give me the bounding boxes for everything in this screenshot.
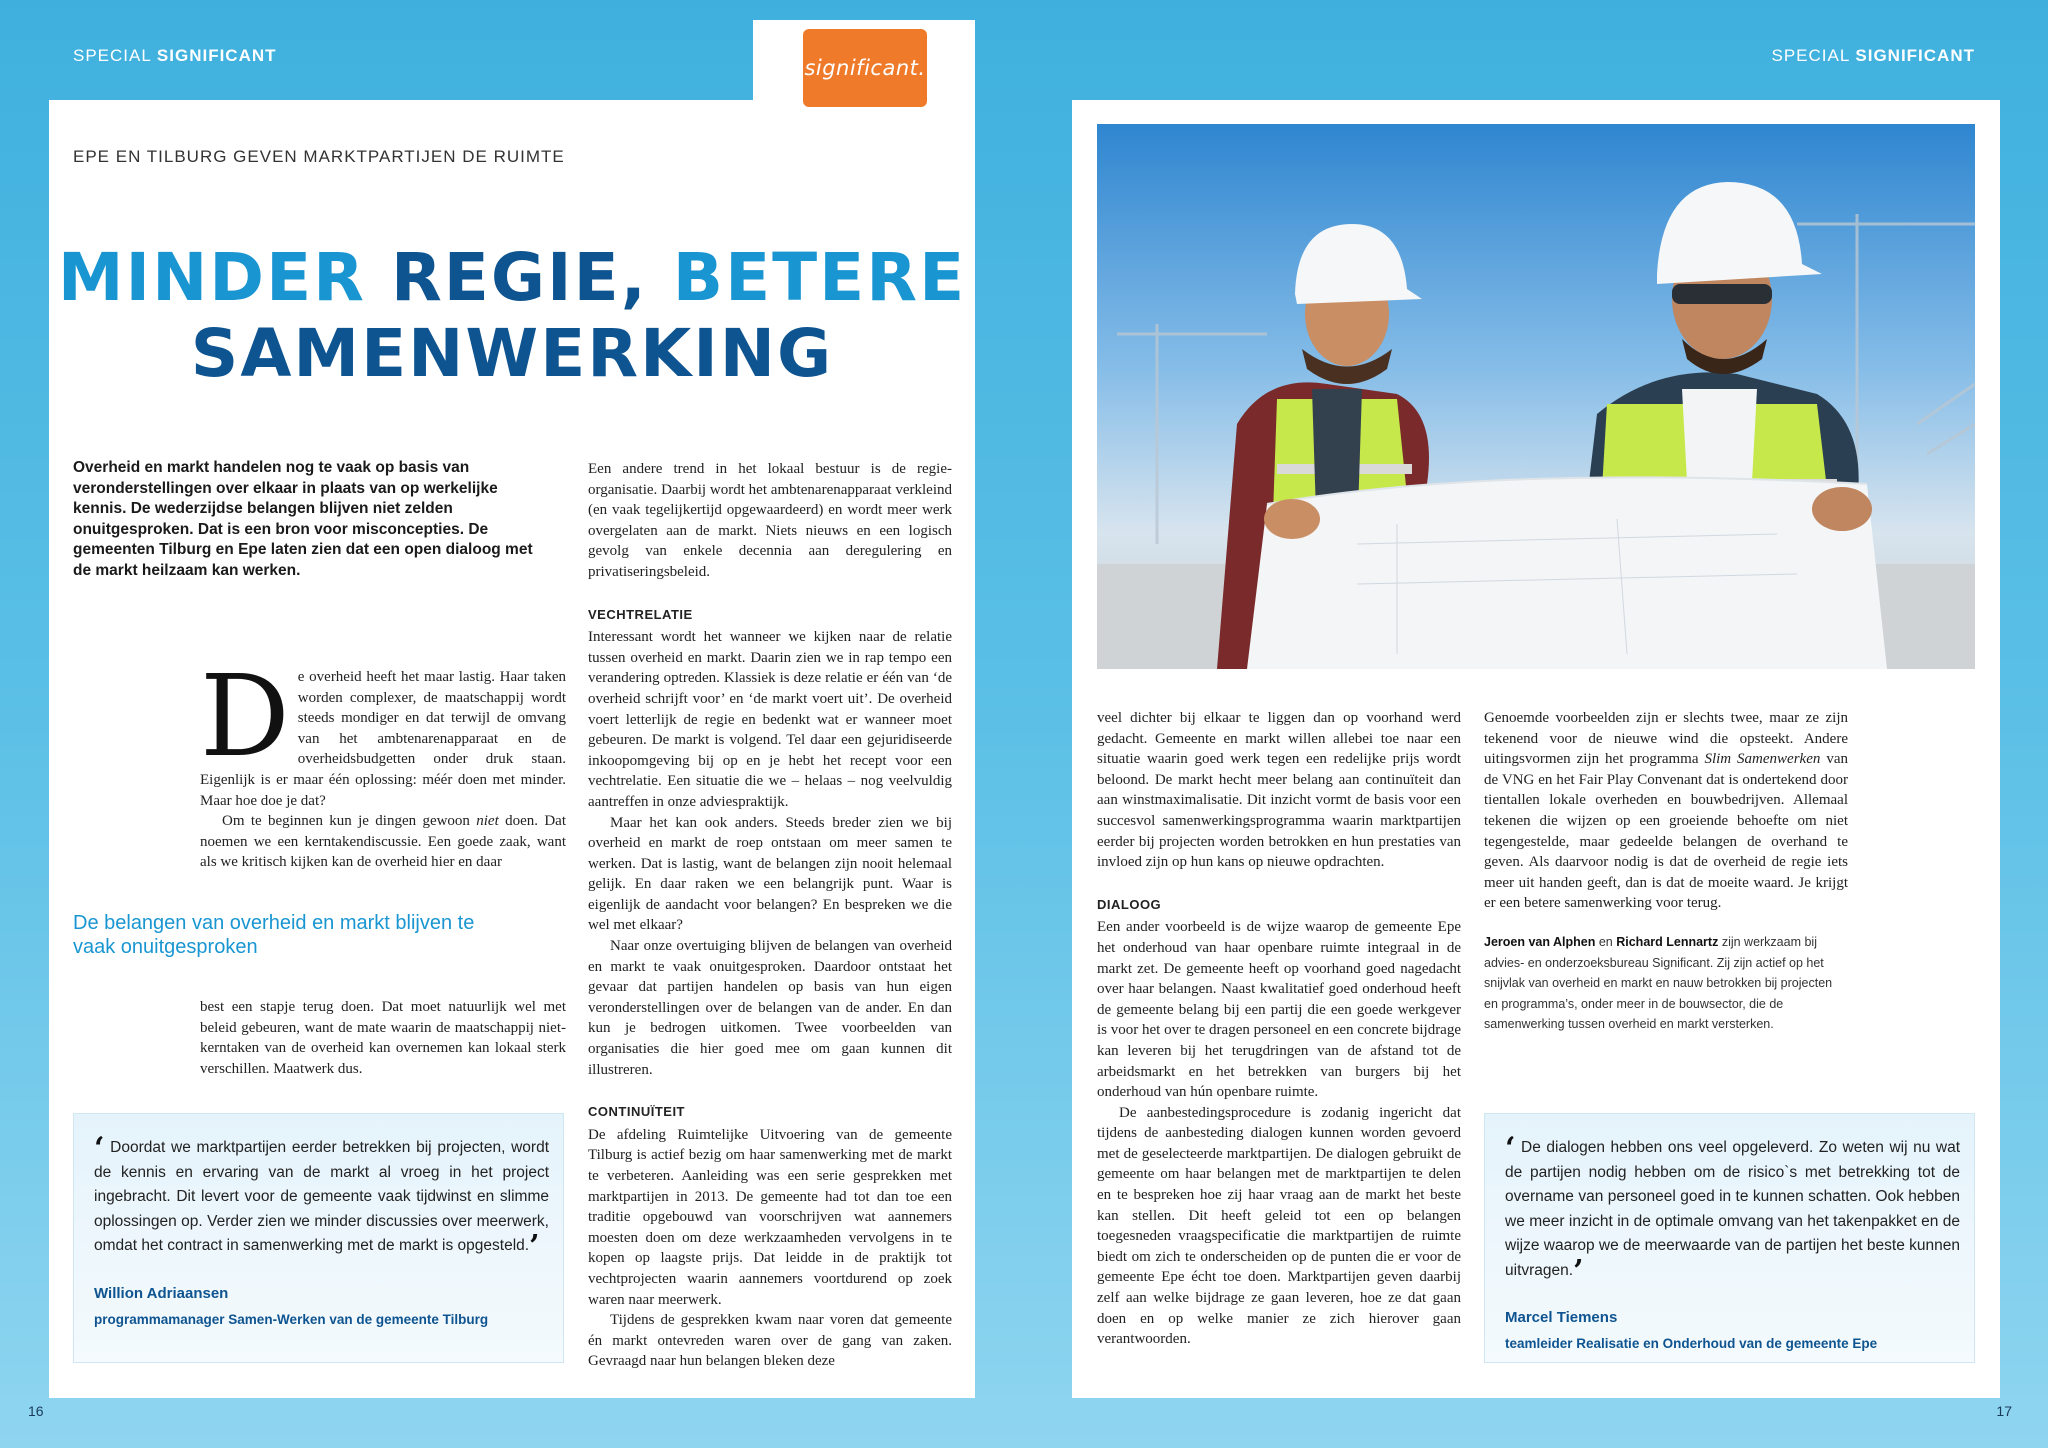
close-quote-icon: ’ [1573,1253,1584,1289]
paragraph: Genoemde voorbeelden zijn er slechts twee, maar ze zijn tekenend voor de nieuwe wind die opsteekt. Andere uitingsvormen zijn het programma Slim Samenwerken van de VNG en het Fair Play Convenant dat is ondertekend door tientallen lokale overheden en bouwbedrijven. Allemaal tekenen die wijzen op een groeiende behoefte om niet tegengestelde, maar gedeelde belangen de overhand te geven. Als daarvoor nodig is dat de overheid de regie iets meer uit handen geeft, dan is dat de moeite waard. Je krijgt er een betere samenwerking voor terug. [1484,710,1848,912]
paragraph: De aanbestedingsprocedure is zodanig ingericht dat tijdens de aanbesteding dialogen kunnen worden gevoerd met de geselecteerde marktpartijen. De dialogen gebruikt de gemeente om haar belangen met de marktpartijen te delen en te bespreken hoe zij haar vraag aan de markt het beste kan stellen. Dit heeft geleid tot een op belangen toegesneden vraagspecificatie die marktpartijen de ruimte biedt om zich te onderscheiden op de punten die er voor de gemeente Epe écht toe doen. Marktpartijen geven daarbij zelf aan welke bijdrage ze gaan leveren, hoe ze dat gaan doen en op welke manier ze zich hierover gaan verantwoorden. [1097,1104,1461,1348]
paragraph: Maar het kan ook anders. Steeds breder zien we bij overheid en markt de roep ontstaan om meer samen te werken. Dat is lastig, want de belangen zijn nooit helemaal gelijk. En daar raken we een belangrijk punt. Waar is eigenlijk de aandacht voor belangen? En bespreken we die wel met elkaar? [588,814,952,934]
paragraph: De afdeling Ruimtelijke Uitvoering van de gemeente Tilburg is actief bezig om haar samenwerking met de markt te verbeteren. Aanleiding was een serie gesprekken met marktpartijen in 2013. De gemeente had tot dan toe een traditie opgebouwd van voorschrijven wat aannemers moesten doen om deze werkzaamheden vervolgens in te kopen op laagste prijs. Dat leidde in de praktijk tot vechtprojecten waarin aannemers voortdurend op zoek waren naar meerwerk. [588,1126,952,1308]
significant-logo: significant. [803,29,927,107]
photo-construction-workers [1097,124,1975,669]
paragraph: best een stapje terug doen. Dat moet natuurlijk wel met beleid gebeuren, want de mate waarin de maatschappij niet-kerntaken van de overheid kan overnemen kan lokaal sterk verschillen. Maatwerk dus. [200,999,566,1077]
column-left-1-top [200,652,566,873]
quote-author-role: teamleider Realisatie en Onderhoud van de gemeente Epe [1505,1336,1878,1351]
headline-word-1: MINDER [57,239,366,316]
paragraph: e overheid heeft het maar lastig. Haar taken worden complexer, de maatschappij wordt steeds mondiger en dat terwijl de omvang van het ambtenarenapparaat en de overheidsbudgetten onder druk staan. Eigenlijk is er maar één oplossing: méér doen met minder. Maar hoe doe je dat? [200,669,566,809]
article-kicker: EPE EN TILBURG GEVEN MARKTPARTIJEN DE RUIMTE [73,147,565,166]
pull-heading: De belangen van overheid en markt blijven te vaak onuitgesproken [73,912,475,958]
headline-word-2: REGIE, [366,239,648,316]
column-right-1 [1097,708,1461,1350]
paragraph: Om te beginnen kun je dingen gewoon niet doen. Dat noemen we een kerntakendiscussie. Een goede zaak, want als we kritisch kijken kan de overheid hier en daar [200,813,566,871]
headline-word-3: BETERE [647,239,967,316]
close-quote-icon: ’ [529,1229,540,1264]
drop-cap: D [200,652,290,782]
paragraph: Tijdens de gesprekken kwam naar voren dat gemeente én markt ontevreden waren over de gang van zaken. Gevraagd naar hun belangen bleken deze [588,1312,952,1370]
open-quote-icon: ‘ [1505,1131,1516,1166]
open-quote-icon: ‘ [94,1131,105,1166]
article-lead: Overheid en markt handelen nog te vaak op basis van veronderstellingen over elkaar in plaats van op werkelijke kennis. De wederzijdse belangen blijven niet zelden onuitgesproken. Dat is een bron voor misconcepties. De gemeenten Tilburg en Epe laten zien dat een open dialoog met de markt heilzaam kan werken. [73,459,533,579]
quote-text: ‘ Doordat we marktpartijen eerder betrekken bij projecten, wordt de kennis en ervaring van de markt al vroeg in het project ingebracht. Dit levert voor de gemeente vaak tijdwinst en slimme oplossingen op. Verder zien we minder discussies over meerwerk, omdat het contract in samenwerking met de markt is opgesteld.’ [94,1131,550,1264]
header-label-left: SPECIAL SIGNIFICANT [73,46,277,65]
headline-word-4: SAMENWERKING [190,315,834,392]
quote-box-right [1484,1113,1975,1363]
article-headline [49,240,975,392]
author-bio: Jeroen van Alphen en Richard Lennartz zijn werkzaam bij advies- en onderzoeksbureau Significant. Zij zijn actief op het snijvlak van overheid en markt en nauw betrokken bij projecten en programma’s, onder meer in de bouwsector, die de samenwerking tussen overheid en markt versterken. [1484,934,1833,1032]
quote-author-role: programmamanager Samen-Werken van de gemeente Tilburg [94,1311,489,1327]
quote-author-name: Marcel Tiemens [1505,1309,1618,1326]
section-heading: DIALOOG [1097,896,1162,912]
page-number-right: 17 [1996,1403,2012,1419]
column-right-2 [1484,708,1848,1035]
section-heading: VECHTRELATIE [588,606,693,622]
paragraph: Een andere trend in het lokaal bestuur is de regie-organisatie. Daarbij wordt het ambtenarenapparaat verkleind (en vaak tegelijkertijd opgewaardeerd) en wordt meer werk overgelaten aan de markt. Niets nieuws en een logisch gevolg van enkele decennia aan deregulering en privatiseringsbeleid. [588,461,952,580]
paragraph: Een ander voorbeeld is de wijze waarop de gemeente Epe het onderhoud van haar openbare ruimte integraal in de markt zet. De gemeente heeft op voorhand goed nagedacht over haar belangen. Naast kwalitatief goed onderhoud heeft de gemeente belang bij een partij die een goede werkgever is voor het over te dragen personeel en een concrete bijdrage kan leveren bij het terugdringen van de afstand tot de arbeidsmarkt en het betrekken van burgers bij het onderhoud van hún openbare ruimte. [1097,919,1461,1101]
page-number-left: 16 [28,1403,44,1419]
section-heading: CONTINUÏTEIT [588,1104,685,1120]
paragraph: Naar onze overtuiging blijven de belangen van overheid en markt te vaak onuitgesproken. Daardoor ontstaat het gevaar dat partijen handelen op basis van hun eigen veronderstellingen over de belangen van de ander. En dan kun je bedrogen uitkomen. Twee voorbeelden van organisaties die hier goed mee om gaan kunnen dit illustreren. [588,938,952,1078]
column-left-1-bottom [200,997,566,1079]
paragraph: Interessant wordt het wanneer we kijken naar de relatie tussen overheid en markt. Daarin zien we in rap tempo een verandering optreden. Klassiek is deze relatie er één van ‘de overheid schrijft voor’ en ‘de markt voert uit’. De overheid voert letterlijk de regie en bedenkt wat er wanneer moet gebeuren. De markt is volgend. Tel daar een gejuridiseerde inkoopomgeving bij op en je hebt het recept voor een vechtrelatie. Een situatie die we – helaas – nog veelvuldig aantreffen in onze adviespraktijk. [588,629,952,810]
quote-text: ‘ De dialogen hebben ons veel opgeleverd. Zo weten wij nu wat de partijen nodig hebben om de risico`s met betrekking tot de overname van personeel goed in te kunnen schatten. Ook hebben we meer inzicht in de optimale omvang van het takenpakket en de wijze waarop we de meerwaarde van de partijen het beste kunnen uitvragen.’ [1505,1131,1961,1289]
column-left-2 [588,459,952,1372]
paragraph: veel dichter bij elkaar te liggen dan op voorhand werd gedacht. Gemeente en markt willen allebei toe naar een situatie waarin goed werk tegen een redelijke prijs wordt beloond. De markt hecht meer belang aan continuïteit dan aan winstmaximalisatie. Dit inzicht vormt de basis voor een succesvol samenwerkingsprogramma waarin marktpartijen eerder bij projecten worden betrokken en hun prestaties van invloed zijn op hun kans op nieuwe opdrachten. [1097,710,1461,871]
quote-author-name: Willion Adriaansen [94,1284,229,1302]
header-label-right: SPECIAL SIGNIFICANT [1771,46,1975,65]
photo-illustration [1097,124,1975,669]
quote-box-left [73,1113,564,1363]
